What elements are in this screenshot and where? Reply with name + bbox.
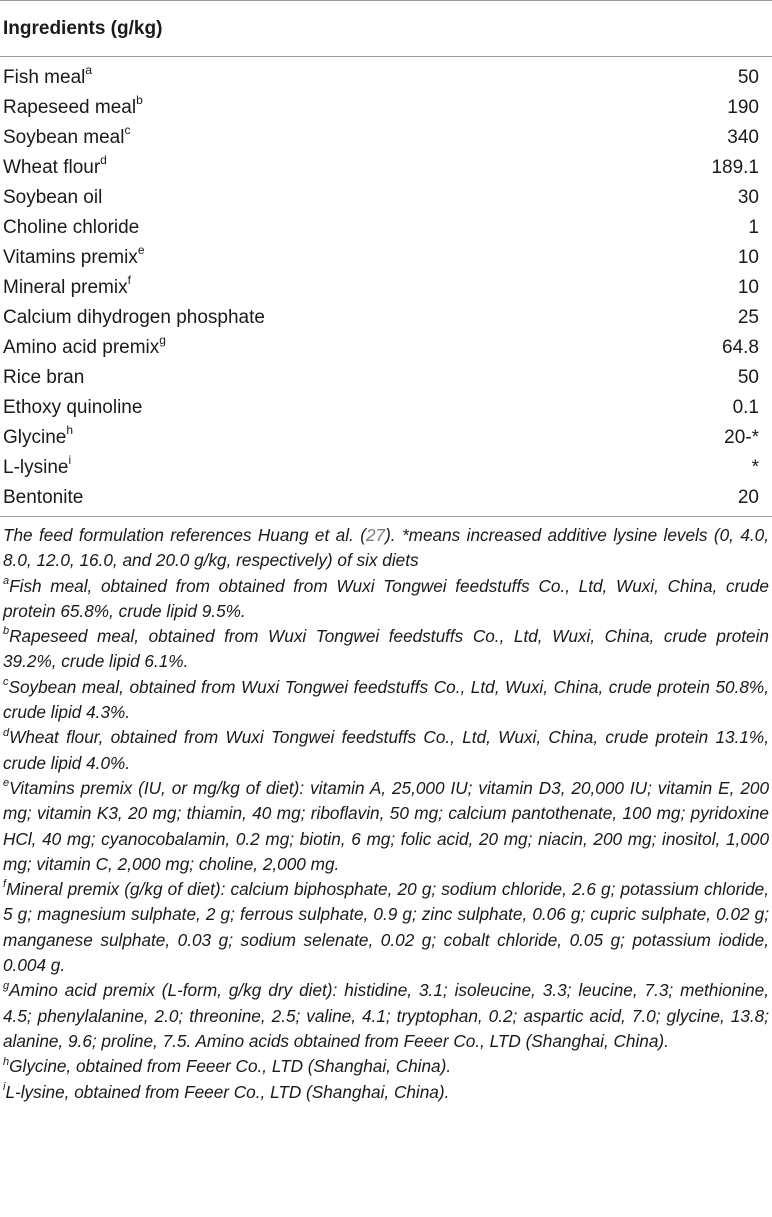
table-row (0, 93, 772, 123)
ingredient-name: Soybean oil (3, 187, 103, 208)
ingredient-name: Rapeseed meal$^b$ (3, 92, 143, 118)
table-notes (0, 517, 772, 1105)
table-row (0, 303, 772, 333)
footnote (3, 1054, 769, 1079)
ingredient-amount: 64.8 (722, 337, 759, 358)
footnote (3, 574, 769, 625)
ingredient-amount: 189.1 (711, 157, 759, 178)
reference-link[interactable]: 27 (365, 525, 386, 545)
ingredient-amount: 340 (727, 127, 759, 148)
table-row (0, 333, 772, 363)
ingredient-amount: 10 (737, 247, 759, 268)
table-row (0, 453, 772, 483)
footnote-mark: e (137, 242, 145, 257)
footnote-mark: i (68, 452, 72, 467)
ingredient-name: Soybean meal$^c$ (3, 122, 131, 148)
footnote-mark: f (3, 878, 7, 891)
table-row (0, 243, 772, 273)
footnote-mark: h (66, 422, 74, 437)
footnote-mark: g (3, 979, 10, 992)
ingredient-name: L-lysine$^i$ (3, 452, 72, 478)
ingredient-name: Glycine$^h$ (3, 422, 74, 448)
table-row (0, 393, 772, 423)
footnote (3, 1080, 769, 1105)
notes-intro: The feed formulation references Huang et al. (27). *means increased additive lysine levels (0, 4.0, 8.0, 12.0, 16.0, and 20.0 g/kg, respectively) of six diets (3, 525, 769, 571)
footnote-text: L-lysine, obtained from Feeer Co., LTD (Shanghai, China). (5, 1081, 450, 1102)
footnote-text: Soybean meal, obtained from Wuxi Tongwei feedstuffs Co., Ltd, Wuxi, China, crude protein 50.8%, crude lipid 4.3%. (3, 676, 769, 723)
footnote (3, 877, 769, 978)
footnote-mark: c (3, 676, 9, 689)
ingredient-amount: * (751, 457, 759, 478)
table-body (0, 57, 772, 516)
ingredient-amount: 0.1 (732, 397, 759, 418)
footnote-mark: c (124, 122, 131, 137)
footnote-mark: a (3, 574, 10, 587)
ingredient-name: Calcium dihydrogen phosphate (3, 307, 265, 328)
footnote-mark: d (100, 152, 107, 167)
footnote (3, 675, 769, 726)
table-row (0, 483, 772, 513)
footnote (3, 624, 769, 675)
table-row (0, 63, 772, 93)
ingredients-table (0, 63, 772, 513)
ingredient-amount: 30 (737, 187, 759, 208)
footnote-mark: e (3, 777, 10, 790)
ingredient-amount: 190 (727, 97, 759, 118)
ingredient-amount: 10 (737, 277, 759, 298)
footnote-mark: b (136, 92, 143, 107)
footnote-mark: b (3, 625, 10, 638)
footnote-mark: a (85, 62, 93, 77)
ingredient-name: Fish meal$^a$ (3, 62, 93, 88)
footnote-text: Glycine, obtained from Feeer Co., LTD (Shanghai, China). (9, 1056, 452, 1077)
footnote-text: Fish meal, obtained from obtained from Wuxi Tongwei feedstuffs Co., Ltd, Wuxi, China, crude protein 65.8%, crude lipid 9.5%. (3, 575, 769, 621)
ingredient-amount: 1 (748, 217, 759, 238)
footnote (3, 725, 769, 776)
ingredient-name: Ethoxy quinoline (3, 397, 143, 418)
table-row (0, 213, 772, 243)
ingredient-name: Mineral premix$^f$ (3, 272, 131, 298)
footnote-text: Mineral premix (g/kg of diet): calcium biphosphate, 20 g; sodium chloride, 2.6 g; potassium chloride, 5 g; magnesium sulphate, 2 g; ferrous sulphate, 0.9 g; zinc sulphate, 0.06 g; cupric sulphate, 0.02 g; manganese sulphate, 0.03 g; sodium selenate, 0.02 g; cobalt chloride, 0.05 g; potassium iodide, 0.004 g. (3, 879, 769, 976)
table-row (0, 183, 772, 213)
ingredient-name: Amino acid premix$^g$ (3, 332, 166, 358)
footnote-mark: h (3, 1055, 10, 1068)
footnote-mark: g (159, 332, 166, 347)
table-row (0, 273, 772, 303)
table-row (0, 423, 772, 453)
footnote (3, 776, 769, 877)
ingredient-amount: 20-* (724, 427, 759, 448)
footnote-mark: f (127, 272, 131, 287)
table-header (0, 1, 772, 56)
footnote-mark: i (3, 1080, 6, 1093)
footnote (3, 978, 769, 1054)
footnote-text: Wheat flour, obtained from Wuxi Tongwei feedstuffs Co., Ltd, Wuxi, China, crude protein 13.1%, crude lipid 4.0%. (3, 727, 769, 773)
ingredient-amount: 25 (737, 307, 759, 328)
ingredient-amount: 50 (737, 367, 759, 388)
table-row (0, 123, 772, 153)
ingredient-name: Choline chloride (3, 217, 140, 238)
footnote-text: Amino acid premix (L-form, g/kg dry diet): histidine, 3.1; isoleucine, 3.3; leucine, 7.3; methionine, 4.5; phenylalanine, 2.0; threonine, 2.5; valine, 4.1; tryptophan, 0.2; aspartic acid, 7.0; glycine, 13.8; alanine, 9.6; proline, 7.5. Amino acids obtained from Feeer Co., LTD (Shanghai, China). (3, 980, 769, 1051)
header-label: Ingredients (g/kg) (3, 17, 163, 39)
ingredient-amount: 20 (737, 487, 759, 508)
footnote-text: Vitamins premix (IU, or mg/kg of diet): vitamin A, 25,000 IU; vitamin D3, 20,000 IU; vitamin E, 200 mg; vitamin K3, 20 mg; thiamin, 40 mg; riboflavin, 50 mg; calcium pantothenate, 100 mg; pyridoxine HCl, 40 mg; cyanocobalamin, 0.2 mg; biotin, 6 mg; folic acid, 20 mg; niacin, 200 mg; inositol, 1,000 mg; vitamin C, 2,000 mg; choline, 2,000 mg. (3, 777, 769, 874)
footnote-mark: d (3, 726, 10, 739)
ingredient-name: Rice bran (3, 367, 85, 388)
table-row (0, 363, 772, 393)
ingredient-name: Wheat flour$^d$ (3, 152, 107, 178)
ingredient-amount: 50 (737, 67, 759, 88)
ingredient-name: Vitamins premix$^e$ (3, 242, 145, 268)
ingredient-name: Bentonite (3, 487, 84, 508)
footnote-text: Rapeseed meal, obtained from Wuxi Tongwei feedstuffs Co., Ltd, Wuxi, China, crude protein 39.2%, crude lipid 6.1%. (3, 626, 769, 672)
table-row (0, 153, 772, 183)
